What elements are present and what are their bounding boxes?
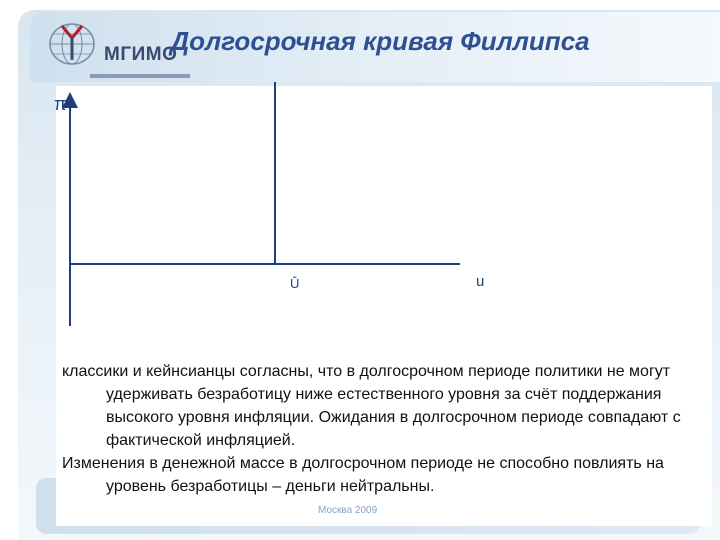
paragraph-2: Изменения в денежной массе в долгосрочном периоде не способно повлиять на уровень безработицы – деньги нейтральны. <box>62 455 664 495</box>
paragraph-1: классики и кейнсианцы согласны, что в долгосрочном периоде политики не могут удерживать безработицу ниже естественного уровня за счёт поддержания высокого уровня инфляции. Ожидания в долгосрочном периоде совпадают с фактической инфляцией. <box>62 363 681 449</box>
natural-rate-label: Û <box>290 276 300 291</box>
logo-text: МГИМО <box>104 44 178 65</box>
x-axis-label: u <box>476 273 485 290</box>
footer-text: Москва 2009 <box>318 505 378 516</box>
y-axis-label: π <box>54 94 67 114</box>
slide-title: Долгосрочная кривая Филлипса <box>170 26 590 56</box>
body-text <box>62 360 702 498</box>
